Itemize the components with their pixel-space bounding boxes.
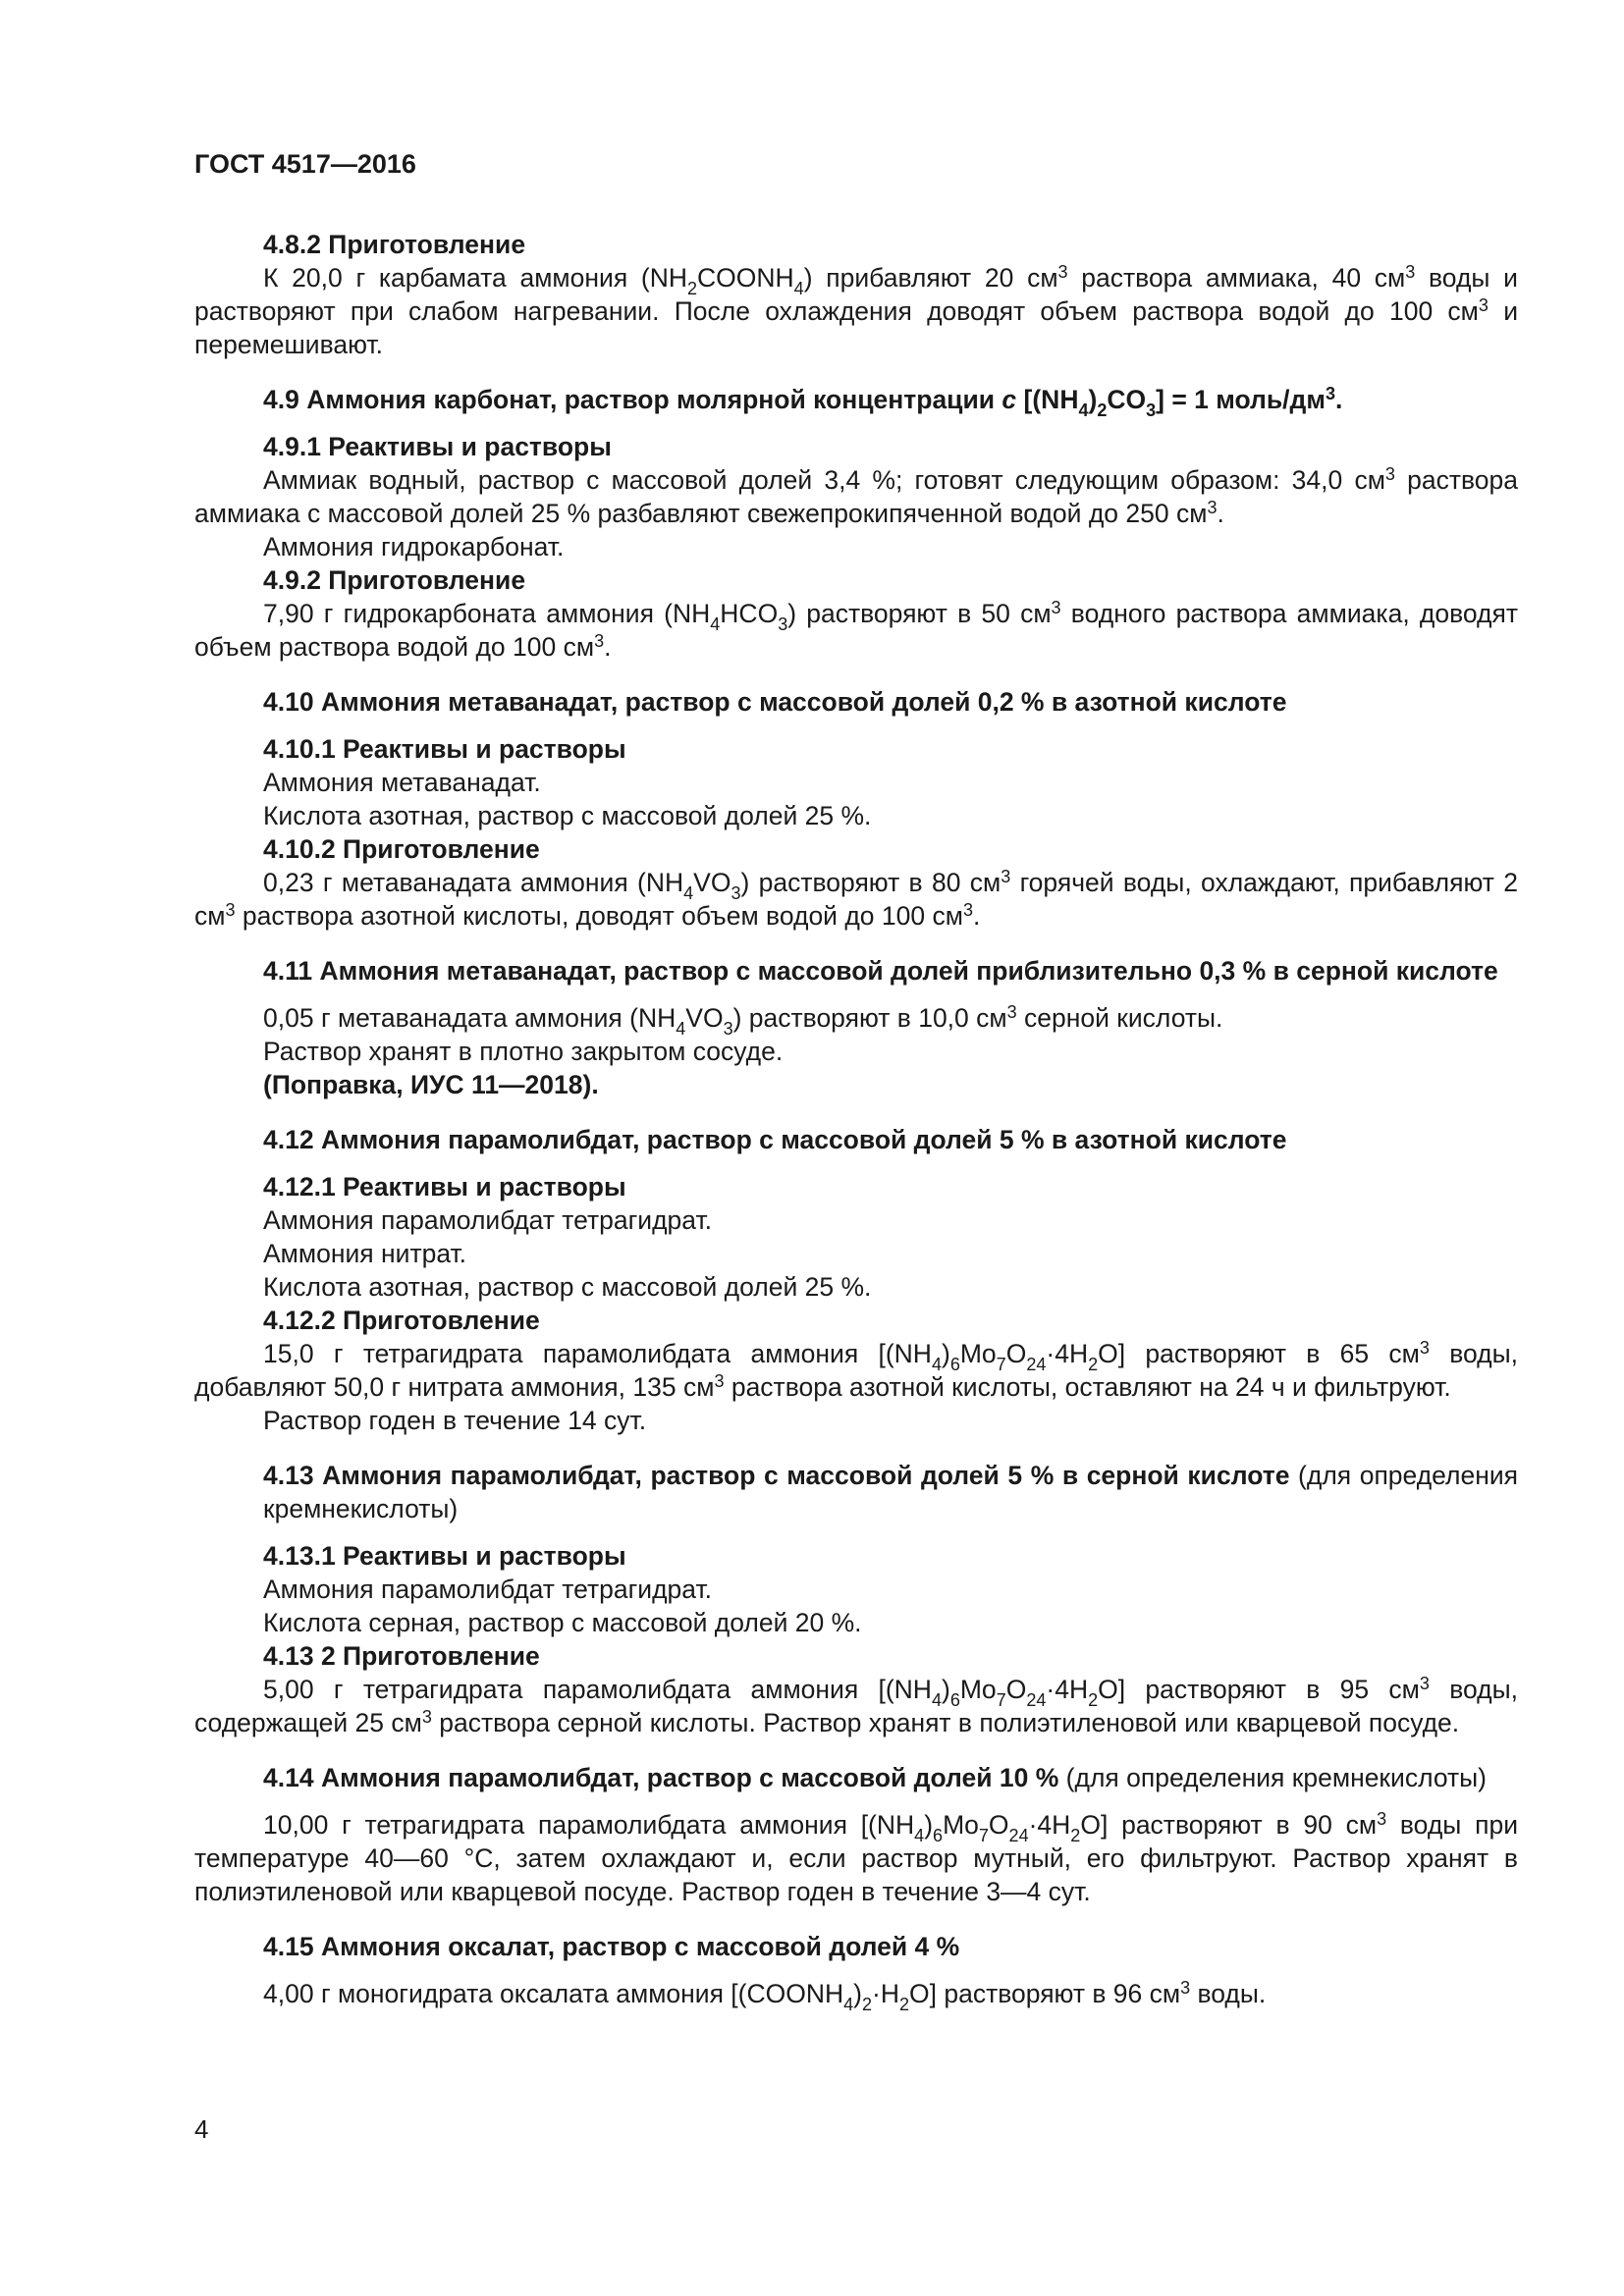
section-4-10-2-title: 4.10.2 Приготовление <box>263 834 540 864</box>
section-4-15-title: 4.15 Аммония оксалат, раствор с массовой долей 4 % <box>263 1932 960 1961</box>
section-4-12-title: 4.12 Аммония парамолибдат, раствор с массовой долей 5 % в азотной кислоте <box>263 1125 1287 1154</box>
section-4-12-1-item: Аммония нитрат. <box>263 1239 467 1268</box>
section-4-8-2-text: К 20,0 г карбамата аммония $(NH_2COONH_4)$ прибавляют 20 $см^3$ раствора аммиака, 40 $см^3$ воды и растворяют при слабом нагревании. После охлаждения доводят объем раствора водой до 100 $см^3$ и перемешивают. <box>194 262 1518 359</box>
section-4-11-text: 0,05 г метаванадата аммония $(NH_4VO_3)$ растворяют в 10,0 $см^3$ серной кислоты. <box>263 1002 1223 1039</box>
section-4-8-2-title: 4.8.2 Приготовление <box>263 230 526 259</box>
section-4-12-1-title: 4.12.1 Реактивы и растворы <box>263 1172 626 1201</box>
section-4-13-2-text: 5,00 г тетрагидрата парамолибдата аммония $[(NH_4)_6Mo_7O_{24}\cdot 4H_2O]$ растворяют в 95 $см^3$ воды, содержащей 25 $см^3$ раствора серной кислоты. Раствор хранят в полиэтиленовой или кварцевой посуде. <box>194 1674 1519 1737</box>
section-4-11-storage: Раствор хранят в плотно закрытом сосуде. <box>263 1037 784 1066</box>
section-4-12-2-title: 4.12.2 Приготовление <box>263 1306 540 1335</box>
section-4-9-1-text: Аммиак водный, раствор с массовой долей 3,4 %; готовят следующим образом: 34,0 $см^3$ раствора аммиака с массовой долей 25 % разбавляют свежепрокипяченной водой до 250 $см^3$. <box>194 464 1518 528</box>
section-4-10-title: 4.10 Аммония метаванадат, раствор с массовой долей 0,2 % в азотной кислоте <box>263 687 1287 717</box>
section-4-10-1-title: 4.10.1 Реактивы и растворы <box>263 734 626 764</box>
section-4-13-1-item: Аммония парамолибдат тетрагидрат. <box>263 1575 713 1604</box>
section-4-13-1-item: Кислота серная, раствор с массовой долей 20 %. <box>263 1608 862 1637</box>
section-4-10-2-text: 0,23 г метаванадата аммония $(NH_4VO_3)$ растворяют в 80 $см^3$ горячей воды, охлаждают, прибавляют 2 $см^3$ раствора азотной кислоты, доводят объем водой до 100 $см^3$. <box>194 867 1518 931</box>
section-4-9-title: 4.9 Аммония карбонат, раствор молярной концентрации с $[(NH_4)_2CO_3] = 1$ моль/$дм^3$. <box>263 384 1343 420</box>
section-4-10-1-item: Аммония метаванадат. <box>263 768 541 797</box>
section-4-13-title: 4.13 Аммония парамолибдат, раствор с массовой долей 5 % в серной кислоте (для определения кремнекислоты) <box>263 1461 1518 1523</box>
page-number: 4 <box>194 2114 209 2144</box>
section-4-13-1-title: 4.13.1 Реактивы и растворы <box>263 1541 626 1571</box>
section-4-14-text: 10,00 г тетрагидрата парамолибдата аммония $[(NH_4)_6Mo_7O_{24}\cdot 4H_2O]$ растворяют в 90 $см^3$ воды при температуре 40—60 °С, затем охлаждают и, если раствор мутный, его фильтруют. Раствор хранят в полиэтиленовой или кварцевой посуде. Раствор годен в течение 3—4 сут. <box>194 1809 1518 1906</box>
section-4-9-1-item: Аммония гидрокарбонат. <box>263 532 565 561</box>
section-4-13-2-title: 4.13 2 Приготовление <box>263 1641 540 1671</box>
section-4-9-2-title: 4.9.2 Приготовление <box>263 565 526 595</box>
amendment-note: (Поправка, ИУС 11—2018). <box>263 1070 599 1099</box>
section-4-15-text: 4,00 г моногидрата оксалата аммония $[(COONH_4)_2\cdot H_2O]$ растворяют в 96 $см^3$ воды. <box>263 1978 1267 2014</box>
section-4-9-1-title: 4.9.1 Реактивы и растворы <box>263 432 612 461</box>
document-body <box>194 228 1519 2014</box>
document-header: ГОСТ 4517—2016 <box>194 149 416 179</box>
section-4-12-2-shelf-life: Раствор годен в течение 14 сут. <box>263 1406 647 1435</box>
section-4-9-2-text: 7,90 г гидрокарбоната аммония $(NH_4HCO_3)$ растворяют в 50 $см^3$ водного раствора аммиака, доводят объем раствора водой до 100 $см^3$. <box>194 598 1518 662</box>
section-4-12-1-item: Кислота азотная, раствор с массовой долей 25 %. <box>263 1272 872 1302</box>
section-4-10-1-item: Кислота азотная, раствор с массовой долей 25 %. <box>263 801 872 830</box>
section-4-12-1-item: Аммония парамолибдат тетрагидрат. <box>263 1205 713 1235</box>
section-4-11-title: 4.11 Аммония метаванадат, раствор с массовой долей приблизительно 0,3 % в серной кислоте <box>263 956 1498 986</box>
section-4-14-title: 4.14 Аммония парамолибдат, раствор с массовой долей 10 % (для определения кремнекислоты) <box>263 1763 1488 1792</box>
section-4-12-2-text: 15,0 г тетрагидрата парамолибдата аммония $[(NH_4)_6Mo_7O_{24}\cdot 4H_2O]$ растворяют в 65 $см^3$ воды, добавляют 50,0 г нитрата аммония, 135 $см^3$ раствора азотной кислоты, оставляют на 24 ч и фильтруют. <box>194 1338 1519 1402</box>
